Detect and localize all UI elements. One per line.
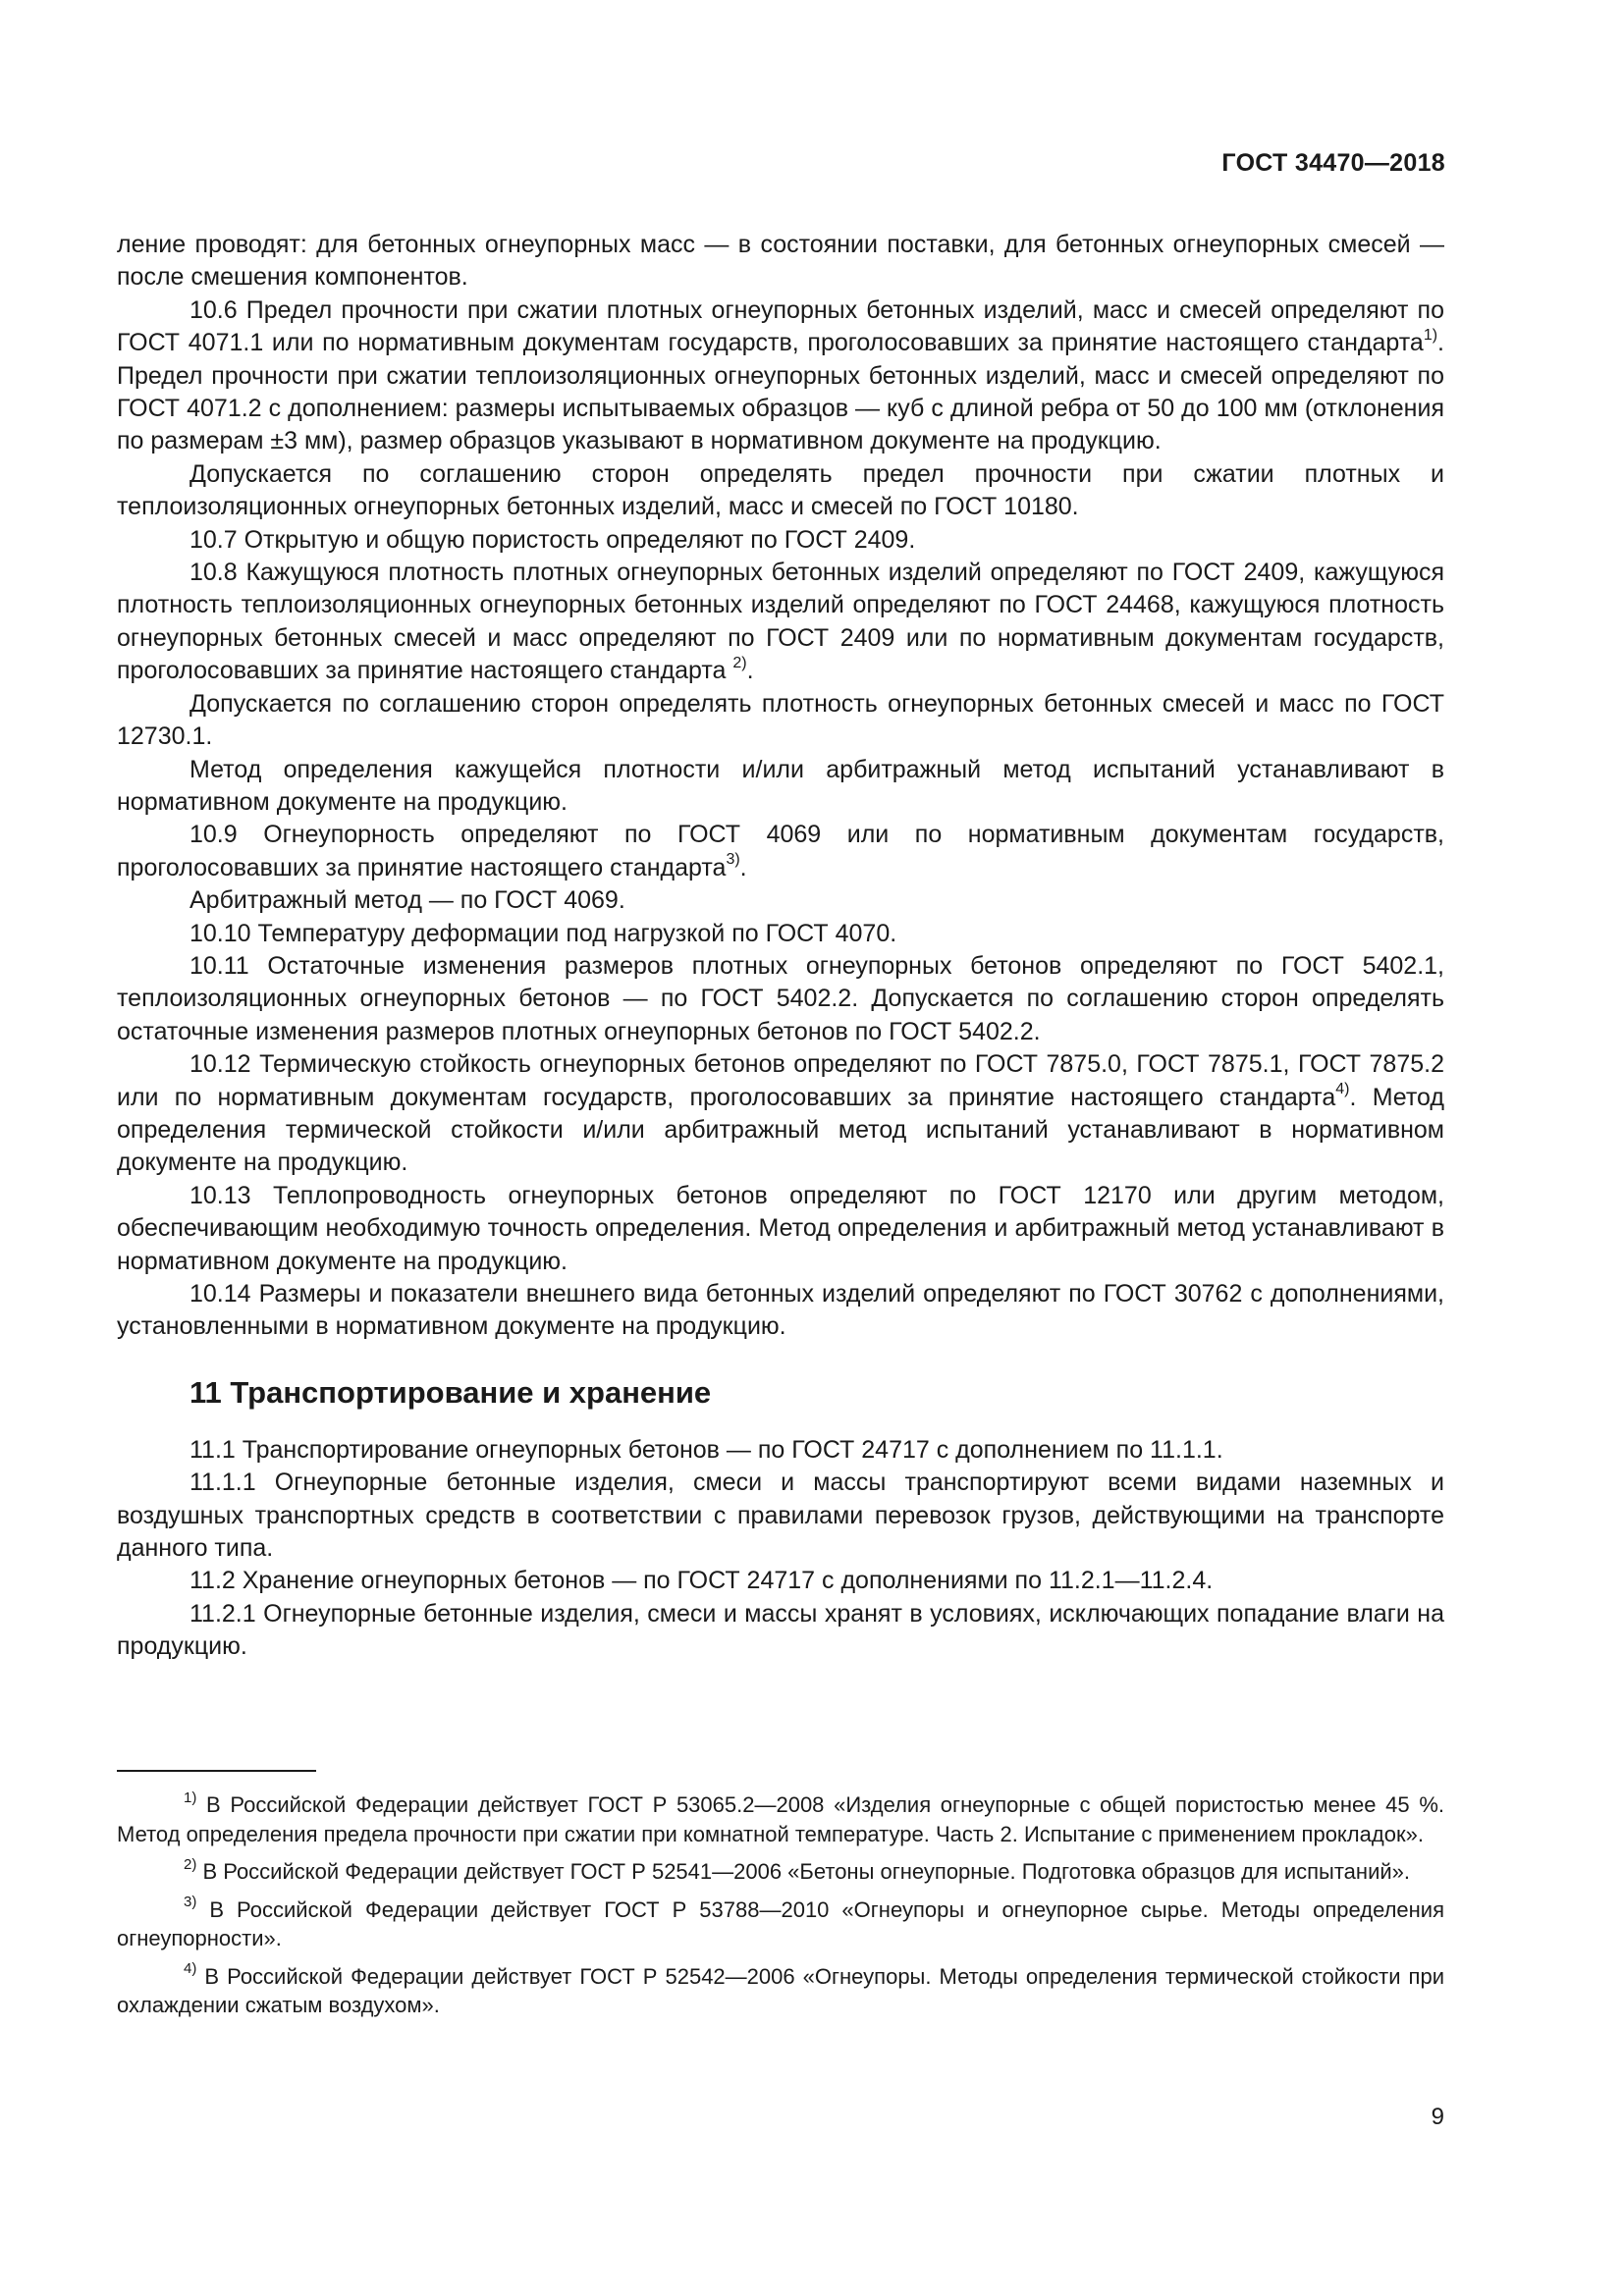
footnote: $^{3)}$ В Российской Федерации действует ГОСТ Р 53788—2010 «Огнеупоры и огнеупорное сырье. Методы определения огнеупорности». (117, 1894, 1444, 1950)
footnote-mark: 1) (184, 1789, 197, 1806)
paragraph-10-10: 10.10 Температуру деформации под нагрузкой по ГОСТ 4070. (189, 919, 897, 947)
footnote-mark: 4) (184, 1960, 197, 1978)
paragraph-11-1: 11.1 Транспортирование огнеупорных бетонов — по ГОСТ 24717 с дополнением по 11.1.1. (189, 1435, 1223, 1464)
footnote-ref: 1) (1423, 326, 1438, 344)
footnote-ref: 4) (1335, 1081, 1350, 1098)
page-number: 9 (1431, 2104, 1444, 2130)
paragraph-10-14: 10.14 Размеры и показатели внешнего вида бетонных изделий определяют по ГОСТ 30762 с дополнениями, установленными в нормативном документе на продукцию. (117, 1280, 1444, 1341)
paragraph-10-6: 10.6 Предел прочности при сжатии плотных огнеупорных бетонных изделий, масс и смесей определяют по ГОСТ 4071.1 или по нормативным документам государств, проголосовавших за принятие настоящего стандарта$^{1)}$. Предел прочности при сжатии теплоизоляционных огнеупорных бетонных изделий, масс и смесей определяют по ГОСТ 4071.2 с дополнением: размеры испытываемых образцов — куб с длиной ребра от 50 до 100 мм (отклонения по размерам ±3 мм), размер образцов указывают в нормативном документе на продукцию. (117, 295, 1444, 455)
paragraph-10-11: 10.11 Остаточные изменения размеров плотных огнеупорных бетонов определяют по ГОСТ 5402.1, теплоизоляционных огнеупорных бетонов — по ГОСТ 5402.2. Допускается по соглашению сторон определять остаточные изменения размеров плотных огнеупорных бетонов по ГОСТ 5402.2. (117, 951, 1444, 1045)
paragraph-11-2: 11.2 Хранение огнеупорных бетонов — по ГОСТ 24717 с дополнениями по 11.2.1—11.2.4. (189, 1567, 1214, 1595)
paragraph-10-12: 10.12 Термическую стойкость огнеупорных бетонов определяют по ГОСТ 7875.0, ГОСТ 7875.1, ГОСТ 7875.2 или по нормативным документам государств, проголосовавших за принятие настоящего стандарта$^{4)}$. Метод определения термической стойкости и/или арбитражный метод испытаний устанавливают в нормативном документе на продукцию. (117, 1050, 1444, 1177)
paragraph: ление проводят: для бетонных огнеупорных масс — в состоянии поставки, для бетонных огнеупорных смесей — после смешения компонентов. (117, 231, 1444, 292)
footnotes (117, 1790, 1444, 2029)
section-heading: 11 Транспортирование и хранение (189, 1374, 712, 1410)
footnote-ref: 2) (732, 654, 747, 671)
paragraph: Арбитражный метод — по ГОСТ 4069. (189, 886, 625, 915)
paragraph-11-2-1: 11.2.1 Огнеупорные бетонные изделия, смеси и массы хранят в условиях, исключающих попадание влаги на продукцию. (117, 1599, 1444, 1661)
paragraph-10-13: 10.13 Теплопроводность огнеупорных бетонов определяют по ГОСТ 12170 или другим методом, обеспечивающим необходимую точность определения. Метод определения и арбитражный метод устанавливают в нормативном документе на продукцию. (117, 1181, 1444, 1275)
paragraph-10-7: 10.7 Открытую и общую пористость определяют по ГОСТ 2409. (189, 525, 916, 554)
paragraph-11-1-1: 11.1.1 Огнеупорные бетонные изделия, смеси и массы транспортируют всеми видами наземных и воздушных транспортных средств в соответствии с правилами перевозок грузов, действующими на транспорте данного типа. (117, 1468, 1444, 1563)
footnote: $^{2)}$ В Российской Федерации действует ГОСТ Р 52541—2006 «Бетоны огнеупорные. Подготовка образцов для испытаний». (184, 1855, 1410, 1884)
paragraph: Допускается по соглашению сторон определять плотность огнеупорных бетонных смесей и масс по ГОСТ 12730.1. (117, 689, 1444, 751)
paragraph: Метод определения кажущейся плотности и/или арбитражный метод испытаний устанавливают в нормативном документе на продукцию. (117, 755, 1444, 816)
footnote-mark: 2) (184, 1855, 197, 1873)
footnote-mark: 3) (184, 1894, 197, 1911)
paragraph-10-9: 10.9 Огнеупорность определяют по ГОСТ 4069 или по нормативным документам государств, проголосовавших за принятие настоящего стандарта$^{3)}$. (117, 821, 1444, 881)
body-text (117, 229, 1444, 1664)
footnote-divider (117, 1770, 316, 1772)
document-header: ГОСТ 34470—2018 (1221, 149, 1445, 177)
paragraph: Допускается по соглашению сторон определять предел прочности при сжатии плотных и теплоизоляционных огнеупорных бетонных изделий, масс и смесей по ГОСТ 10180. (117, 459, 1444, 521)
footnote: $^{1)}$ В Российской Федерации действует ГОСТ Р 53065.2—2008 «Изделия огнеупорные с общей пористостью менее 45 %. Метод определения предела прочности при сжатии при комнатной температуре. Часть 2. Испытание с применением прокладок». (117, 1789, 1444, 1846)
paragraph-10-8: 10.8 Кажущуюся плотность плотных огнеупорных бетонных изделий определяют по ГОСТ 2409, кажущуюся плотность теплоизоляционных огнеупорных бетонных изделий определяют по ГОСТ 24468, кажущуюся плотность огнеупорных бетонных смесей и масс определяют по ГОСТ 2409 или по нормативным документам государств, проголосовавших за принятие настоящего стандарта $^{2)}$. (117, 559, 1444, 685)
footnote-ref: 3) (726, 851, 740, 869)
footnote: $^{4)}$ В Российской Федерации действует ГОСТ Р 52542—2006 «Огнеупоры. Методы определения термической стойкости при охлаждении сжатым воздухом». (117, 1960, 1444, 2017)
